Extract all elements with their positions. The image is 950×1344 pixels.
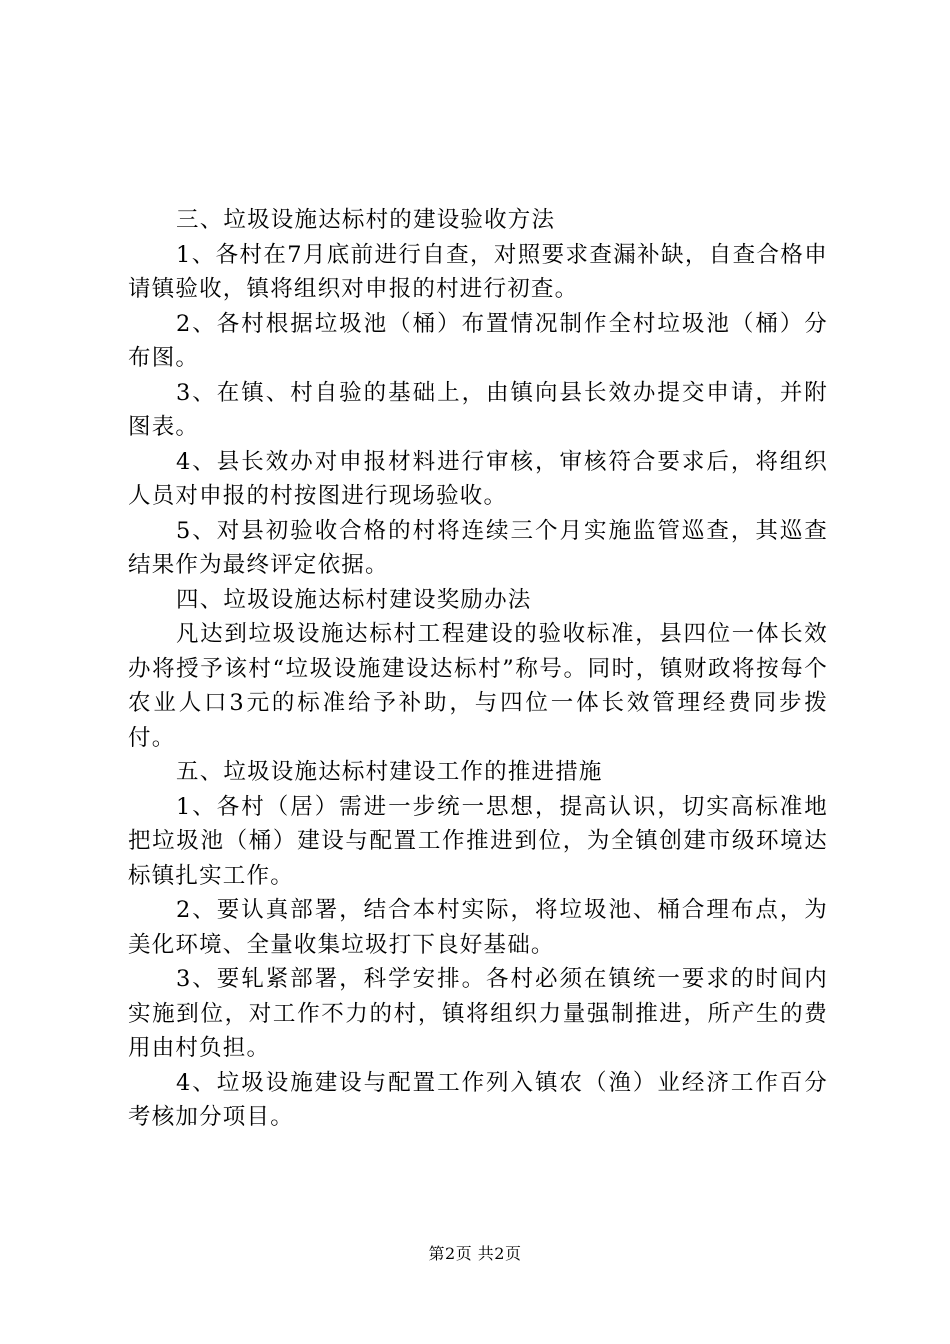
paragraph-item-2: 2、各村根据垃圾池（桶）布置情况制作全村垃圾池（桶）分布图。 — [128, 310, 828, 371]
paragraph-measure-3: 3、要轧紧部署，科学安排。各村必须在镇统一要求的时间内实施到位，对工作不力的村，镇将组织力量强制推进，所产生的费用由村负担。 — [128, 966, 828, 1061]
section-heading-3: 三、垃圾设施达标村的建设验收方法 — [176, 207, 556, 233]
paragraph-measure-4: 4、垃圾设施建设与配置工作列入镇农（渔）业经济工作百分考核加分项目。 — [128, 1069, 828, 1130]
page-number-footer: 第2页 共2页 — [428, 1244, 522, 1263]
paragraph-item-4: 4、县长效办对申报材料进行审核，审核符合要求后，将组织人员对申报的村按图进行现场验收。 — [128, 448, 828, 509]
document-body — [128, 203, 828, 1135]
section-heading-4: 四、垃圾设施达标村建设奖励办法 — [176, 586, 532, 613]
paragraph-item-5: 5、对县初验收合格的村将连续三个月实施监管巡查，其巡查结果作为最终评定依据。 — [128, 517, 828, 578]
paragraph-measure-1: 1、各村（居）需进一步统一思想，提高认识，切实高标准地把垃圾池（桶）建设与配置工作推进到位，为全镇创建市级环境达标镇扎实工作。 — [128, 793, 828, 889]
paragraph-item-3: 3、在镇、村自验的基础上，由镇向县长效办提交申请，并附图表。 — [128, 379, 828, 440]
paragraph-measure-2: 2、要认真部署，结合本村实际，将垃圾池、桶合理布点，为美化环境、全量收集垃圾打下良好基础。 — [128, 897, 828, 958]
paragraph-item-1: 1、各村在7月底前进行自查，对照要求查漏补缺，自查合格申请镇验收，镇将组织对申报的村进行初查。 — [128, 241, 828, 302]
paragraph-reward: 凡达到垃圾设施达标村工程建设的验收标准，县四位一体长效办将授予该村“垃圾设施建设达标村”称号。同时，镇财政将按每个农业人口3元的标准给予补助，与四位一体长效管理经费同步拨付。 — [128, 621, 828, 751]
section-heading-5: 五、垃圾设施达标村建设工作的推进措施 — [176, 759, 603, 785]
